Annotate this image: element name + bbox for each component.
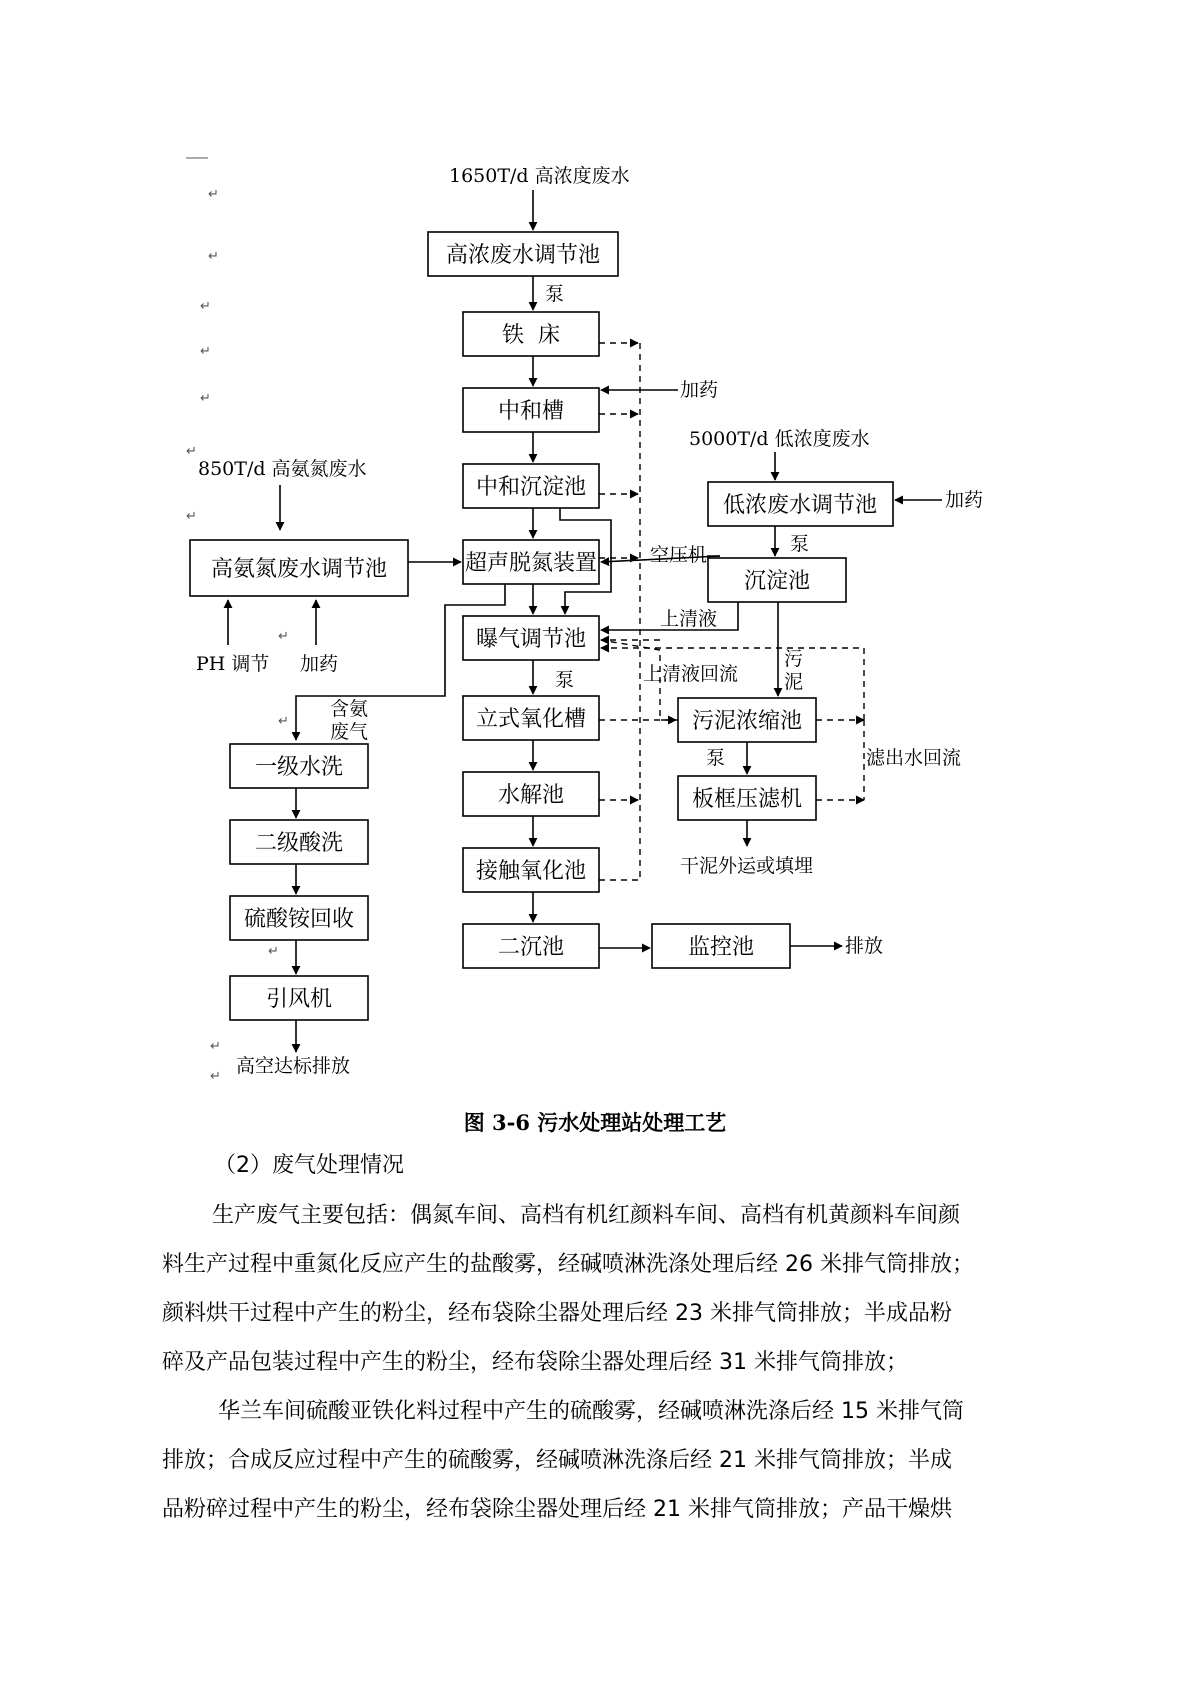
svg-text:↵: ↵ [208, 249, 219, 264]
dosing-label-3: 加药 [300, 653, 339, 675]
svg-text:↵: ↵ [200, 391, 211, 406]
input-low-conc: 5000T/d 低浓度废水 [689, 428, 870, 450]
fan-label: 引风机 [265, 987, 333, 1012]
input-high-ammonia: 850T/d 高氨氮废水 [198, 458, 367, 480]
paragraph1-line3: 颜料烘干过程中产生的粉尘，经布袋除尘器处理后经 23 米排气筒排放；半成品粉 [162, 1301, 952, 1326]
section-heading: （2）废气处理情况 [214, 1153, 404, 1178]
pump-label-4: 泵 [706, 747, 726, 769]
gas-label-a: 含氨 [330, 698, 369, 720]
ultrasonic-label: 超声脱氮装置 [464, 551, 598, 576]
svg-text:↵: ↵ [186, 509, 197, 524]
paragraph2-line2: 排放；合成反应过程中产生的硫酸雾，经碱喷淋洗涤后经 21 米排气筒排放；半成 [162, 1448, 952, 1473]
ph-adjust-label: PH 调节 [196, 653, 270, 675]
high-conc-tank-label: 高浓废水调节池 [445, 243, 601, 268]
ammonia-tank-label: 高氨氮废水调节池 [210, 557, 388, 582]
neutral-settle-label: 中和沉淀池 [475, 475, 587, 500]
pump-label-3: 泵 [790, 533, 810, 555]
high-alt-label: 高空达标排放 [236, 1055, 351, 1077]
recovery-label: 硫酸铵回收 [243, 907, 355, 932]
iron-bed-label: 铁 床 [502, 323, 560, 348]
svg-text:↵: ↵ [210, 1069, 221, 1084]
wash2-label: 二级酸洗 [254, 831, 344, 856]
contact-oxid-label: 接触氧化池 [475, 859, 587, 884]
neutral-tank-label: 中和槽 [497, 399, 565, 424]
pump-label-1: 泵 [545, 283, 565, 305]
sludge-label-a: 污 [784, 648, 804, 670]
gas-label-b: 废气 [330, 721, 369, 743]
margin-marks [186, 158, 289, 1084]
svg-text:↵: ↵ [210, 1039, 221, 1054]
paragraph1-line2: 料生产过程中重氮化反应产生的盐酸雾，经碱喷淋洗涤处理后经 26 米排气筒排放； [162, 1252, 974, 1277]
second-settle-label: 二沉池 [497, 935, 565, 960]
svg-text:↵: ↵ [200, 299, 211, 314]
air-comp-label: 空压机 [650, 544, 708, 566]
paragraph2-line1: 华兰车间硫酸亚铁化料过程中产生的硫酸雾，经碱喷淋洗涤后经 15 米排气筒 [218, 1399, 964, 1424]
svg-text:↵: ↵ [186, 444, 197, 459]
sludge-thick-label: 污泥浓缩池 [691, 709, 803, 734]
svg-text:↵: ↵ [200, 344, 211, 359]
svg-text:↵: ↵ [268, 944, 279, 959]
input-high-conc: 1650T/d 高浓度废水 [449, 165, 630, 187]
low-conc-tank-label: 低浓废水调节池 [722, 493, 878, 518]
svg-text:↵: ↵ [208, 187, 219, 202]
pump-label-2: 泵 [555, 669, 575, 691]
dry-sludge-label: 干泥外运或填埋 [680, 855, 814, 877]
svg-text:↵: ↵ [278, 714, 289, 729]
supernatant-label: 上清液 [660, 608, 718, 630]
discharge-label: 排放 [845, 935, 884, 957]
aeration-label: 曝气调节池 [475, 627, 587, 652]
sludge-label-b: 泥 [784, 671, 804, 693]
vertical-oxid-label: 立式氧化槽 [475, 707, 587, 732]
wash1-label: 一级水洗 [254, 755, 344, 780]
dosing-label-2: 加药 [945, 489, 984, 511]
paragraph2-line3: 品粉碎过程中产生的粉尘，经布袋除尘器处理后经 21 米排气筒排放；产品干燥烘 [162, 1497, 952, 1522]
monitor-label: 监控池 [687, 935, 755, 960]
figure-caption: 图 3-6 污水处理站处理工艺 [463, 1110, 727, 1135]
paragraph1-line4: 碎及产品包装过程中产生的粉尘，经布袋除尘器处理后经 31 米排气筒排放； [162, 1350, 908, 1375]
filtrate-return-label: 滤出水回流 [866, 747, 962, 769]
settle-label: 沉淀池 [743, 569, 811, 594]
paragraph1-line1: 生产废气主要包括：偶氮车间、高档有机红颜料车间、高档有机黄颜料车间颜 [212, 1203, 961, 1228]
filter-press-label: 板框压滤机 [691, 787, 803, 812]
dosing-label-1: 加药 [680, 379, 719, 401]
supernatant-return-label: 上清液回流 [643, 663, 739, 685]
hydrolysis-label: 水解池 [497, 783, 565, 808]
svg-text:↵: ↵ [278, 629, 289, 644]
